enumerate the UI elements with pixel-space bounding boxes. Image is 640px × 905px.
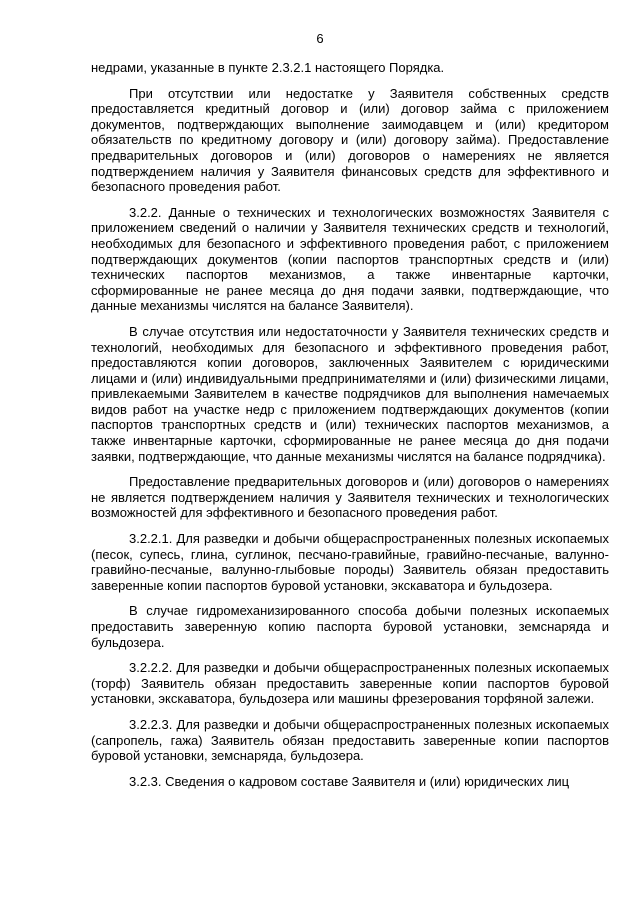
paragraph-3-2-2-1: 3.2.2.1. Для разведки и добычи общераспространенных полезных ископаемых (песок, супесь, глина, суглинок, песчано-гравийные, гравийно-песчаные, валунно-гравийно-песчаные, валунно-глыбовые породы) Заявитель обязан предоставить заверенные копии паспортов буровой установки, экскаватора и бульдозера.	[91, 531, 609, 593]
paragraph-credit-agreement: При отсутствии или недостатке у Заявителя собственных средств предоставляется кредитный договор и (или) договор займа с приложением документов, подтверждающих выполнение заимодавцем и (или) кредитором обязательств по кредитному договору и (или) договору займа). Предоставление предварительных договоров и (или) договоров о намерениях не является подтверждением наличия у Заявителя финансовых средств для эффективного и безопасного проведения работ.	[91, 85, 609, 195]
paragraph-preliminary-agreements: Предоставление предварительных договоров и (или) договоров о намерениях не является подтверждением наличия у Заявителя технических и технологических возможностей для эффективного и безопасного проведения работ.	[91, 474, 609, 521]
paragraph-3-2-2-3: 3.2.2.3. Для разведки и добычи общераспространенных полезных ископаемых (сапропель, гажа) Заявитель обязан предоставить заверенные копии паспортов буровой установки, земснаряда, бульдозера.	[91, 716, 609, 764]
paragraph-3-2-2-2: 3.2.2.2. Для разведки и добычи общераспространенных полезных ископаемых (торф) Заявитель обязан предоставить заверенные копии паспортов буровой установки, экскаватора, бульдозера или машины фрезерования торфяной залежи.	[91, 660, 609, 707]
paragraph-3-2-3: 3.2.3. Сведения о кадровом составе Заявителя и (или) юридических лиц	[129, 773, 570, 789]
paragraph-lack-of-equipment: В случае отсутствия или недостаточности у Заявителя технических средств и технологий, необходимых для безопасного и эффективного проведения работ, предоставляются копии договоров, заключенных Заявителем с юридическими лицами и (или) индивидуальными предпринимателями и (или) физическими лицами, привлекаемыми Заявителем в качестве подрядчиков для выполнения намечаемых видов работ на участке недр с приложением подтверждающих документов (копии паспортов транспортных средств и (или) технических паспортов механизмов, а также инвентарные карточки, сформированные не ранее месяца до дня подачи заявки, подтверждающие, что данные механизмы числятся на балансе подрядчика).	[91, 323, 609, 464]
paragraph-continuation: недрами, указанные в пункте 2.3.2.1 настоящего Порядка.	[91, 60, 445, 75]
paragraph-hydromechanized: В случае гидромеханизированного способа добычи полезных ископаемых предоставить заверенную копию паспорта буровой установки, земснаряда и бульдозера.	[91, 603, 609, 650]
document-body	[91, 60, 609, 799]
paragraph-3-2-2: 3.2.2. Данные о технических и технологических возможностях Заявителя с приложением сведений о наличии у Заявителя технических средств и технологий, необходимых для безопасного и эффективного проведения работ, с приложением подтверждающих документов (копии паспортов транспортных средств и (или) технических паспортов механизмов, а также инвентарные карточки, сформированные не ранее месяца до дня подачи заявки, подтверждающие, что данные механизмы числятся на балансе Заявителя).	[91, 204, 609, 314]
page-number: 6	[316, 31, 324, 46]
